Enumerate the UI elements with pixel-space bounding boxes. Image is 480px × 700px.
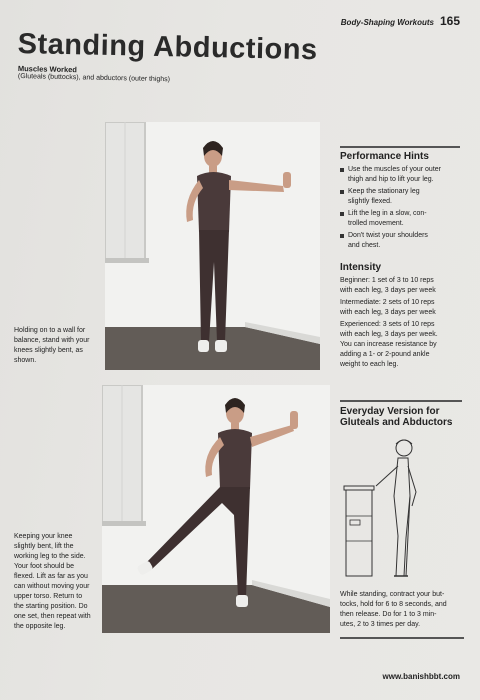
- performance-hints-heading: Performance Hints: [340, 151, 429, 162]
- muscles-worked-text: (Gluteals (buttocks), and abductors (outer thighs): [17, 73, 171, 84]
- performance-hints: [340, 146, 460, 253]
- everyday-rule: [340, 400, 462, 402]
- hint-item: Keep the stationary leg slightly flexed.: [340, 187, 460, 207]
- page-number: 165: [439, 14, 460, 28]
- everyday-heading: Everyday Version for Gluteals and Abductors: [340, 406, 453, 428]
- hint-item: Use the muscles of your outer thigh and hip to lift your leg.: [340, 165, 460, 185]
- everyday-illustration: [342, 436, 452, 586]
- hint-item: Don't twist your shoulders and chest.: [340, 231, 460, 251]
- intensity-beginner: Beginner: 1 set of 3 to 10 reps with each leg, 3 days per week: [340, 277, 436, 294]
- exercise-photo-start: [105, 122, 320, 370]
- exercise-photo-lift: [102, 385, 330, 633]
- hint-item: Lift the leg in a slow, con- trolled movement.: [340, 209, 460, 229]
- intensity-intermediate: Intermediate: 2 sets of 10 reps with each leg, 3 days per week: [340, 299, 436, 316]
- everyday-bottom-rule: [340, 637, 464, 639]
- everyday-text: While standing, contract your but- tocks, hold for 6 to 8 seconds, and then release. Do for 1 to 3 min- utes, 2 to 3 times per day.: [340, 591, 447, 628]
- bullet-icon: [340, 234, 344, 238]
- intensity-experienced: Experienced: 3 sets of 10 reps with each leg, 3 days per week. You can increase resistance by adding a 1- or 2-pound ankle weight to each leg.: [340, 321, 438, 368]
- caption-start-position: Holding on to a wall for balance, stand with your knees slightly bent, as shown.: [14, 327, 90, 364]
- exercise-photo-lift-image: [102, 385, 330, 633]
- running-head: [280, 14, 460, 28]
- bullet-icon: [340, 212, 344, 216]
- performance-hints-list: [340, 165, 460, 251]
- exercise-photo-start-image: [105, 122, 320, 370]
- everyday-version: [340, 400, 462, 431]
- caption-lift-movement: Keeping your knee slightly bent, lift the working leg to the side. Your foot should be flexed. Lift as far as you can without moving your upper torso. Return to the starting position. Do one set, then repeat with the opposite leg.: [14, 533, 91, 630]
- intensity-heading: Intensity: [340, 262, 382, 273]
- intensity-section: [340, 262, 462, 372]
- running-head-title: Body-Shaping Workouts: [340, 18, 434, 27]
- bullet-icon: [340, 168, 344, 172]
- muscles-worked-label: Muscles Worked: [17, 64, 78, 75]
- bullet-icon: [340, 190, 344, 194]
- page-title: Standing Abductions: [17, 28, 318, 67]
- hints-rule: [340, 146, 460, 148]
- footer-url: www.banishbbt.com: [382, 672, 460, 681]
